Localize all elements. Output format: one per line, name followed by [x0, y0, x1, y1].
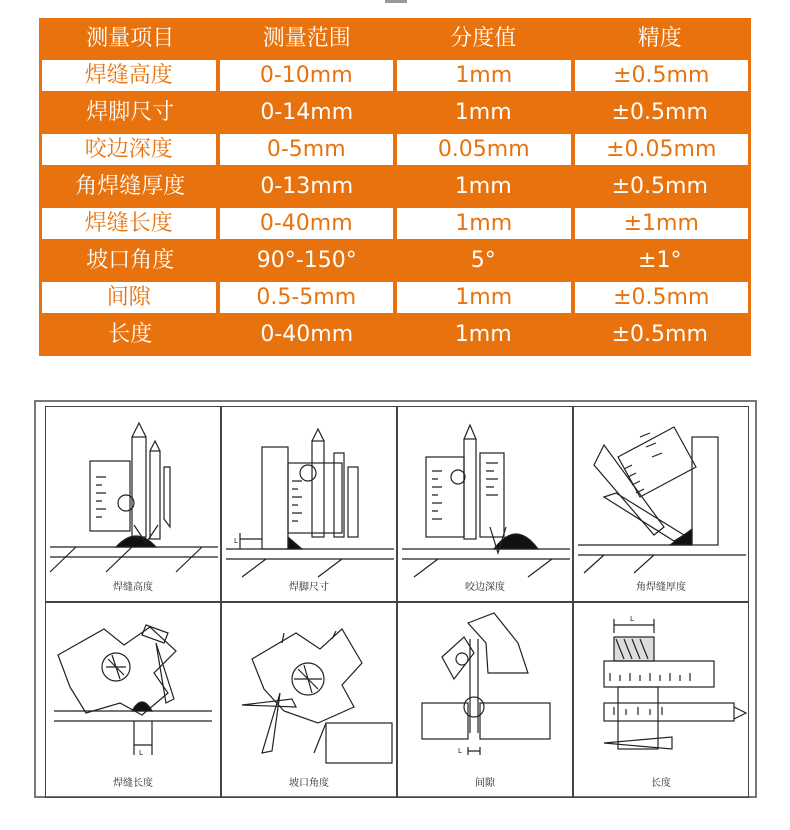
table-row: [42, 131, 748, 168]
spec-table: [39, 18, 751, 356]
header-accuracy: 精度: [637, 25, 682, 51]
cell-range: 0-14mm: [260, 99, 354, 125]
cell-accuracy: ±0.5mm: [611, 99, 708, 125]
diagram-seam-length: [45, 602, 221, 798]
header-item: 测量项目: [86, 25, 175, 51]
cell-accuracy: ±1mm: [575, 208, 749, 239]
dimension-label: L: [458, 747, 462, 755]
table-header-row: [42, 20, 748, 57]
diagram-gap: [397, 602, 573, 798]
cell-division: 1mm: [454, 173, 512, 199]
cell-range: 0-40mm: [260, 321, 354, 347]
cell-range: 0-13mm: [260, 173, 354, 199]
dimension-label: L: [139, 749, 143, 757]
diagram-fillet-leg: [221, 406, 397, 602]
cell-item: 长度: [108, 321, 153, 347]
cell-item: 间隙: [42, 282, 216, 313]
diagram-length: [573, 602, 749, 798]
table-row: [42, 168, 748, 205]
table-row: [42, 57, 748, 94]
cell-item: 焊脚尺寸: [86, 99, 175, 125]
diagram-bevel-angle: [221, 602, 397, 798]
cell-accuracy: ±0.5mm: [575, 60, 749, 91]
diagram-caption: 焊缝长度: [113, 778, 153, 789]
top-decoration: [385, 0, 407, 3]
cell-range: 0-10mm: [220, 60, 394, 91]
cell-accuracy: ±0.5mm: [611, 173, 708, 199]
cell-item: 焊缝长度: [42, 208, 216, 239]
diagram-caption: 坡口角度: [289, 778, 329, 789]
cell-item: 坡口角度: [86, 247, 175, 273]
diagram-caption: 间隙: [475, 778, 495, 789]
dimension-label: L: [630, 615, 634, 623]
diagram-caption: 长度: [651, 778, 671, 789]
cell-division: 5°: [470, 247, 496, 273]
cell-accuracy: ±0.5mm: [575, 282, 749, 313]
diagram-weld-height: [45, 406, 221, 602]
header-range: 测量范围: [262, 25, 351, 51]
cell-division: 0.05mm: [397, 134, 571, 165]
cell-range: 0.5-5mm: [220, 282, 394, 313]
cell-division: 1mm: [397, 60, 571, 91]
cell-accuracy: ±0.5mm: [611, 321, 708, 347]
cell-division: 1mm: [454, 321, 512, 347]
usage-diagram-panel: [34, 400, 757, 798]
diagram-undercut-depth: [397, 406, 573, 602]
diagram-caption: 角焊缝厚度: [636, 582, 686, 593]
cell-accuracy: ±0.05mm: [575, 134, 749, 165]
diagram-caption: 焊缝高度: [113, 582, 153, 593]
diagram-fillet-throat: [573, 406, 749, 602]
dimension-label: L: [234, 537, 238, 545]
diagram-caption: 焊脚尺寸: [289, 582, 329, 593]
table-row: [42, 94, 748, 131]
cell-division: 1mm: [454, 99, 512, 125]
table-row: [42, 205, 748, 242]
cell-range: 0-5mm: [220, 134, 394, 165]
cell-range: 90°-150°: [256, 247, 357, 273]
table-row: [42, 316, 748, 353]
cell-accuracy: ±1°: [638, 247, 682, 273]
header-division: 分度值: [450, 25, 517, 51]
diagram-caption: 咬边深度: [465, 582, 505, 593]
cell-item: 焊缝高度: [42, 60, 216, 91]
cell-item: 角焊缝厚度: [75, 173, 186, 199]
cell-division: 1mm: [397, 282, 571, 313]
cell-division: 1mm: [397, 208, 571, 239]
cell-range: 0-40mm: [220, 208, 394, 239]
cell-item: 咬边深度: [42, 134, 216, 165]
table-row: [42, 242, 748, 279]
table-row: [42, 279, 748, 316]
